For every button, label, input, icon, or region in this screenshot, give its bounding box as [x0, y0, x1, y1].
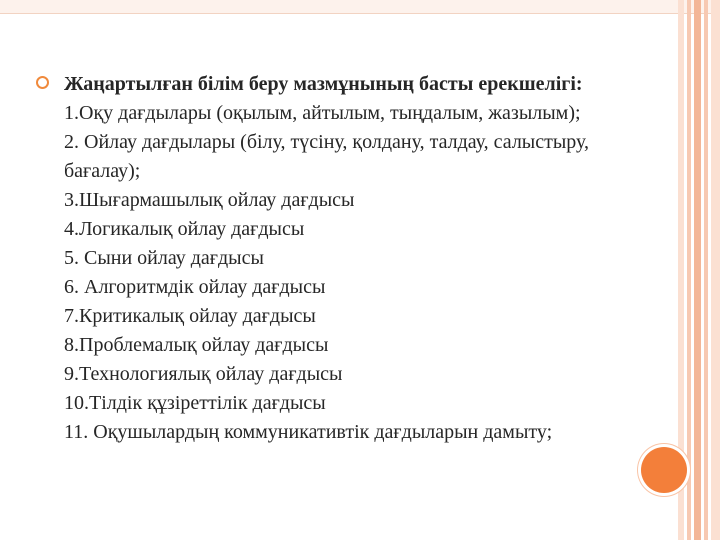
list-item: 1.Оқу дағдылары (оқылым, айтылым, тыңдалым, жазылым); — [64, 102, 581, 124]
list-item: 10.Тілдік құзіреттілік дағдысы — [64, 392, 326, 414]
slide-heading: Жаңартылған білім беру мазмұнының басты ерекшелігі: — [64, 73, 583, 95]
decorative-stripe — [694, 0, 701, 540]
list-item: 6. Алгоритмдік ойлау дағдысы — [64, 276, 326, 298]
decorative-stripe — [687, 0, 691, 540]
list-item: 7.Критикалық ойлау дағдысы — [64, 305, 316, 327]
circle-bullet-icon — [36, 76, 49, 89]
list-item: 4.Логикалық ойлау дағдысы — [64, 218, 305, 240]
top-border — [0, 0, 720, 14]
list-item: 9.Технологиялық ойлау дағдысы — [64, 363, 343, 385]
list-item: 5. Сыни ойлау дағдысы — [64, 247, 264, 269]
slide-content — [36, 70, 651, 447]
list-item: 3.Шығармашылық ойлау дағдысы — [64, 189, 355, 211]
bullet-text — [64, 70, 651, 447]
list-item: 2. Ойлау дағдылары (білу, түсіну, қолдану, талдау, салыстыру, бағалау); — [64, 131, 590, 182]
decorative-circle — [641, 447, 687, 493]
list-item: 11. Оқушылардың коммуникативтік дағдыларын дамыту; — [64, 421, 553, 443]
decorative-stripe — [704, 0, 708, 540]
list-item: 8.Проблемалық ойлау дағдысы — [64, 334, 329, 356]
decorative-stripe — [711, 0, 720, 540]
